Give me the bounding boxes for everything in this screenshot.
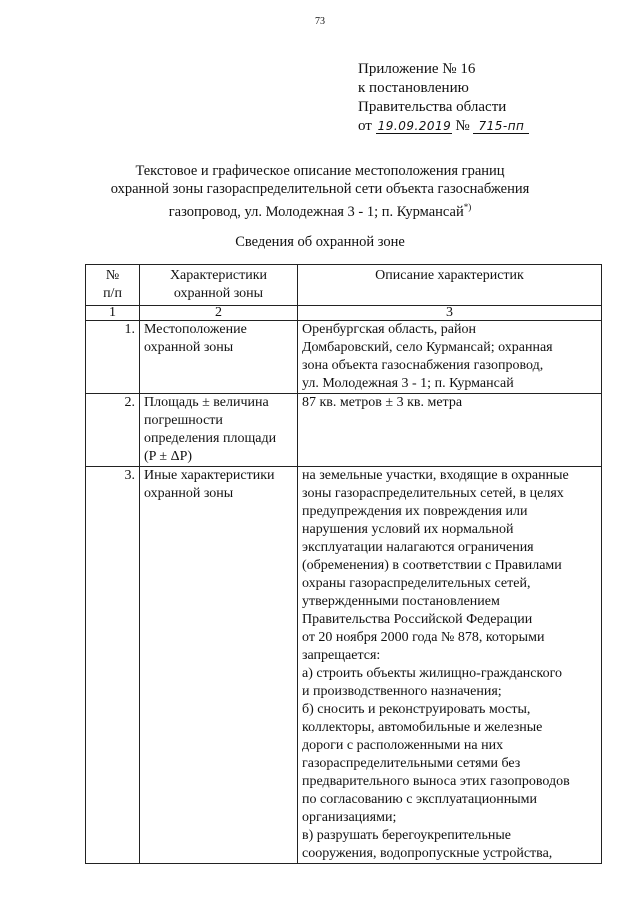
- row-description: [298, 394, 602, 467]
- title-line-3: [80, 198, 560, 221]
- description-line: запрещается:: [302, 648, 381, 663]
- description-line: (обременения) в соответствии с Правилами: [302, 558, 562, 573]
- description-line: от 20 ноября 2000 года № 878, которыми: [302, 630, 545, 645]
- header-num-line-2: п/п: [103, 286, 122, 301]
- row-number: 3.: [86, 467, 140, 864]
- characteristic-line: охранной зоны: [144, 486, 234, 501]
- title-line-3-text: газопровод, ул. Молодежная 3 - 1; п. Курмансай: [168, 203, 464, 220]
- description-line: на земельные участки, входящие в охранные: [302, 468, 569, 483]
- description-line: ул. Молодежная 3 - 1; п. Курмансай: [302, 376, 514, 391]
- row-description: [298, 321, 602, 394]
- description-line: а) строить объекты жилищно-гражданского: [302, 666, 562, 681]
- description-line: зона объекта газоснабжения газопровод,: [302, 358, 544, 373]
- row-characteristic: [140, 321, 298, 394]
- appendix-date-line: [358, 117, 529, 136]
- description-line: Домбаровский, село Курмансай; охранная: [302, 340, 553, 355]
- title-line-1: Текстовое и графическое описание местоположения границ: [135, 163, 505, 179]
- section-subtitle: Сведения об охранной зоне: [235, 234, 405, 250]
- description-line: зоны газораспределительных сетей, в целях: [302, 486, 564, 501]
- characteristic-line: Площадь ± величина: [144, 395, 269, 410]
- header-char-line-1: Характеристики: [169, 268, 268, 283]
- characteristic-line: Иные характеристики: [144, 468, 275, 483]
- description-line: предупреждения их повреждения или: [302, 504, 528, 519]
- table-row: [86, 321, 602, 394]
- description-line: нарушения условий их нормальной: [302, 522, 514, 537]
- table-body: [86, 321, 602, 864]
- page-number: 73: [315, 16, 325, 27]
- appendix-government-line: Правительства области: [358, 99, 507, 115]
- document-title: [80, 162, 560, 221]
- appendix-resolution-line: к постановлению: [358, 80, 469, 96]
- appendix-title: Приложение № 16: [358, 61, 476, 77]
- title-line-2: охранной зоны газораспределительной сети объекта газоснабжения: [110, 181, 530, 197]
- column-number-3: 3: [298, 306, 602, 321]
- characteristic-line: погрешности: [144, 413, 223, 428]
- footnote-mark: *): [463, 202, 472, 212]
- description-line: Правительства Российской Федерации: [302, 612, 533, 627]
- table-header-row: [86, 265, 602, 306]
- header-num: [86, 265, 140, 306]
- zone-info-table: [85, 264, 602, 864]
- column-number-row: [86, 306, 602, 321]
- description-line: эксплуатации налагаются ограничения: [302, 540, 534, 555]
- handwritten-number: 715-пп: [473, 119, 529, 134]
- table-row: [86, 394, 602, 467]
- description-line: Оренбургская область, район: [302, 322, 476, 337]
- row-number: 2.: [86, 394, 140, 467]
- description-line: охраны газораспределительных сетей,: [302, 576, 531, 591]
- description-line: и производственного назначения;: [302, 684, 502, 699]
- description-line: газораспределительными сетями без: [302, 756, 521, 771]
- description-line: 87 кв. метров ± 3 кв. метра: [302, 395, 463, 410]
- date-prefix: от: [358, 118, 372, 134]
- header-char-line-2: охранной зоны: [173, 286, 264, 301]
- row-characteristic: [140, 467, 298, 864]
- characteristic-line: (P ± ΔP): [144, 449, 193, 464]
- characteristic-line: определения площади: [144, 431, 277, 446]
- table-row: [86, 467, 602, 864]
- description-line: по согласованию с эксплуатационными: [302, 792, 537, 807]
- description-line: в) разрушать берегоукрепительные: [302, 828, 512, 843]
- column-number-1: 1: [86, 306, 140, 321]
- handwritten-date: 19.09.2019: [377, 119, 452, 133]
- header-characteristics: [140, 265, 298, 306]
- description-line: дороги с расположенными на них: [302, 738, 504, 753]
- description-line: утвержденными постановлением: [302, 594, 500, 609]
- description-line: сооружения, водопропускные устройства,: [302, 846, 553, 861]
- characteristic-line: Местоположение: [144, 322, 247, 337]
- column-number-2: 2: [140, 306, 298, 321]
- description-line: предварительного выноса этих газопроводов: [302, 774, 570, 789]
- description-line: коллекторы, автомобильные и железные: [302, 720, 543, 735]
- appendix-block: [358, 60, 529, 136]
- number-prefix: №: [455, 118, 470, 134]
- header-description: Описание характеристик: [298, 265, 602, 306]
- description-line: б) сносить и реконструировать мосты,: [302, 702, 531, 717]
- description-line: организациями;: [302, 810, 397, 825]
- row-description: [298, 467, 602, 864]
- row-characteristic: [140, 394, 298, 467]
- row-number: 1.: [86, 321, 140, 394]
- header-num-line-1: №: [105, 268, 120, 283]
- characteristic-line: охранной зоны: [144, 340, 234, 355]
